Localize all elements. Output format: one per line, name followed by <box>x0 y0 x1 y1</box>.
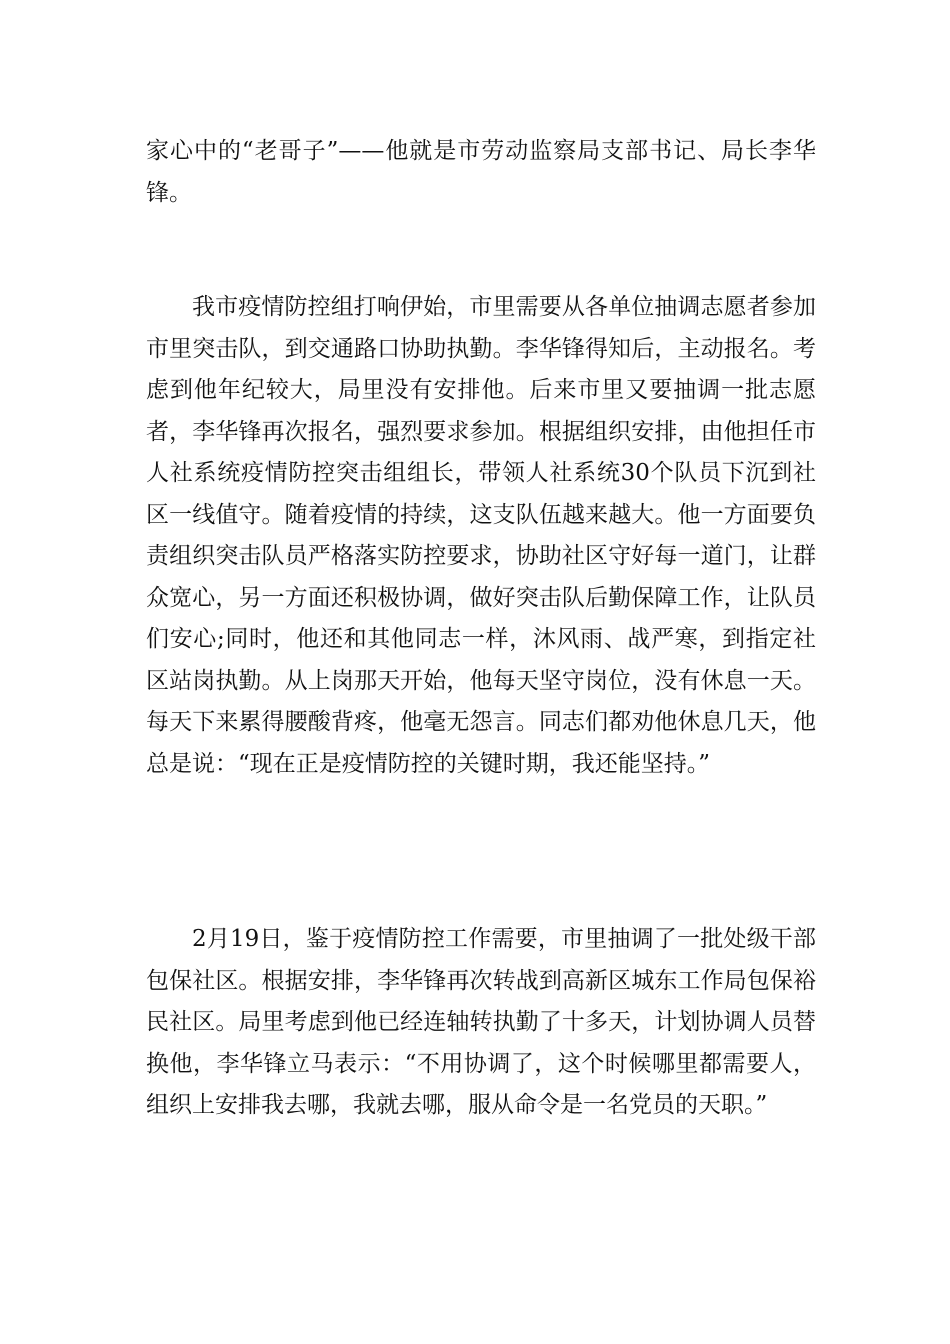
paragraph-community: 2月19日，鉴于疫情防控工作需要，市里抽调了一批处级干部包保社区。根据安排，李华锋再次转战到高新区城东工作局包保裕民社区。局里考虑到他已经连轴转执勤了十多天，计划协调人员替换他，李华锋立马表示：“不用协调了，这个时候哪里都需要人，组织上安排我去哪，我就去哪，服从命令是一名党员的天职。” <box>146 926 816 1118</box>
paragraph-continuation: 家心中的“老哥子”——他就是市劳动监察局支部书记、局长李华锋。 <box>146 138 816 206</box>
paragraph-volunteer: 我市疫情防控组打响伊始，市里需要从各单位抽调志愿者参加市里突击队，到交通路口协助执勤。李华锋得知后，主动报名。考虑到他年纪较大，局里没有安排他。后来市里又要抽调一批志愿者，李华锋再次报名，强烈要求参加。根据组织安排，由他担任市人社系统疫情防控突击组组长，带领人社系统30个队员下沉到社区一线值守。随着疫情的持续，这支队伍越来越大。他一方面要负责组织突击队员严格落实防控要求，协助社区守好每一道门，让群众宽心，另一方面还积极协调，做好突击队后勤保障工作，让队员们安心;同时，他还和其他同志一样，沐风雨、战严寒，到指定社区站岗执勤。从上岗那天开始，他每天坚守岗位，没有休息一天。每天下来累得腰酸背疼，他毫无怨言。同志们都劝他休息几天，他总是说：“现在正是疫情防控的关键时期，我还能坚持。” <box>146 294 816 777</box>
